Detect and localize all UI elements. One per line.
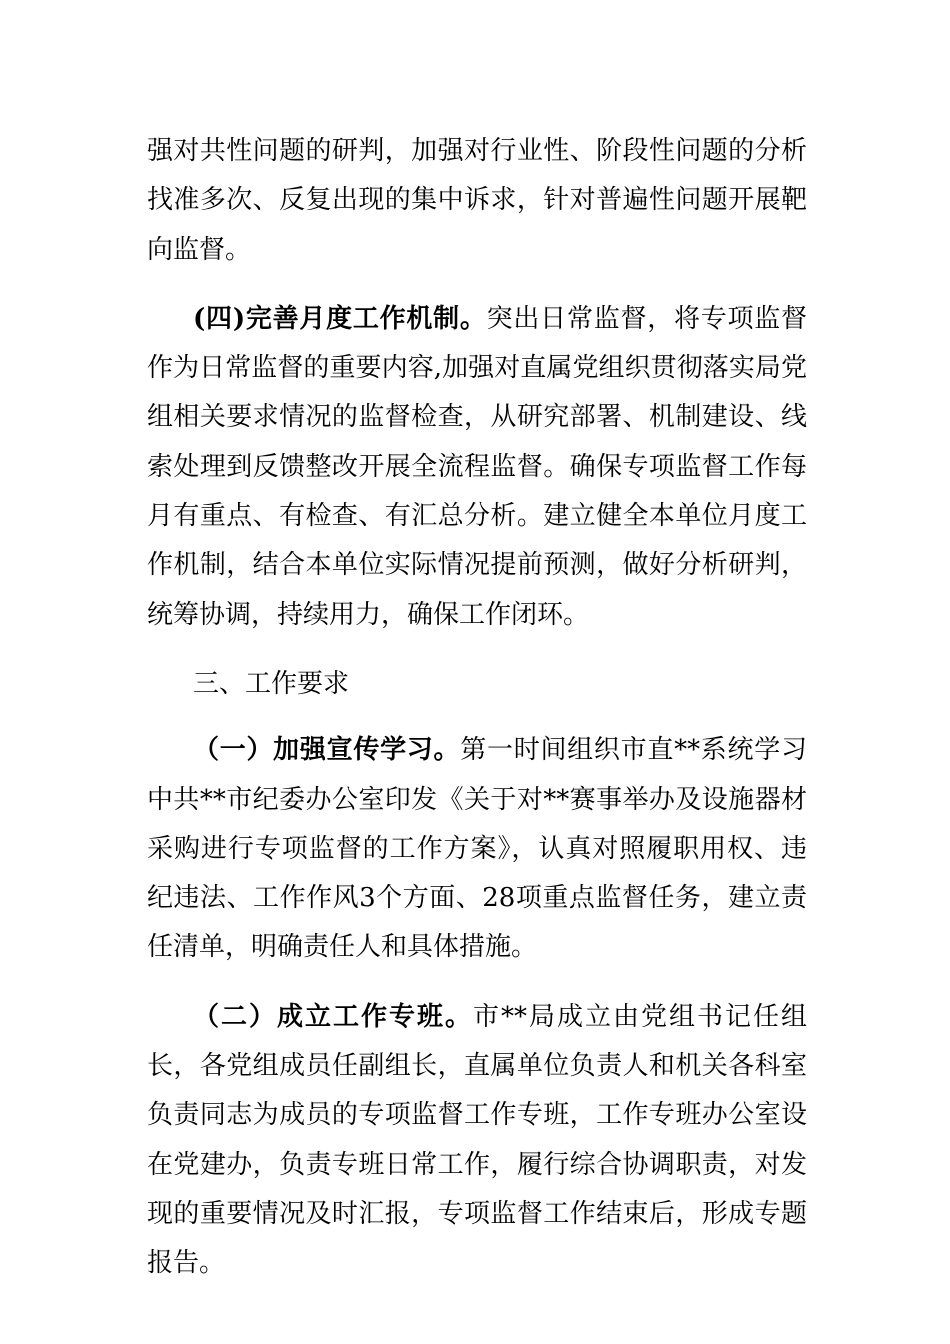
paragraph-heading: （一）加强宣传学习。	[193, 735, 461, 766]
paragraph-continuation	[147, 127, 807, 275]
paragraph-heading: （二）成立工作专班。	[193, 1001, 473, 1032]
paragraph-text: 市**局成立由党组书记任组长，各党组成员任副组长，直属单位负责人和机关各科室负责同志为成员的专项监督工作专班，工作专班办公室设在党建办，负责专班日常工作，履行综合协调职责，对发现的重要情况及时汇报，专项监督工作结束后，形成专题报告。	[147, 1001, 807, 1279]
paragraph-publicity-study	[147, 726, 807, 972]
section-heading-work-requirements	[147, 660, 807, 709]
document-body	[147, 127, 807, 1289]
paragraph-work-team	[147, 993, 807, 1289]
paragraph-heading: (四)完善月度工作机制。	[193, 303, 487, 334]
section-title: 三、工作要求	[193, 668, 350, 699]
paragraph-text: 强对共性问题的研判，加强对行业性、阶段性问题的分析找准多次、反复出现的集中诉求，针对普遍性问题开展靶向监督。	[147, 136, 807, 265]
paragraph-monthly-mechanism	[147, 295, 807, 640]
paragraph-text: 第一时间组织市直**系统学习中共**市纪委办公室印发《关于对**赛事举办及设施器材采购进行专项监督的工作方案》，认真对照履职用权、违纪违法、工作作风3个方面、28项重点监督任务，建立责任清单，明确责任人和具体措施。	[147, 735, 807, 963]
paragraph-text: 突出日常监督，将专项监督作为日常监督的重要内容,加强对直属党组织贯彻落实局党组相关要求情况的监督检查，从研究部署、机制建设、线索处理到反馈整改开展全流程监督。确保专项监督工作每月有重点、有检查、有汇总分析。建立健全本单位月度工作机制，结合本单位实际情况提前预测，做好分析研判，统筹协调，持续用力，确保工作闭环。	[147, 303, 807, 630]
